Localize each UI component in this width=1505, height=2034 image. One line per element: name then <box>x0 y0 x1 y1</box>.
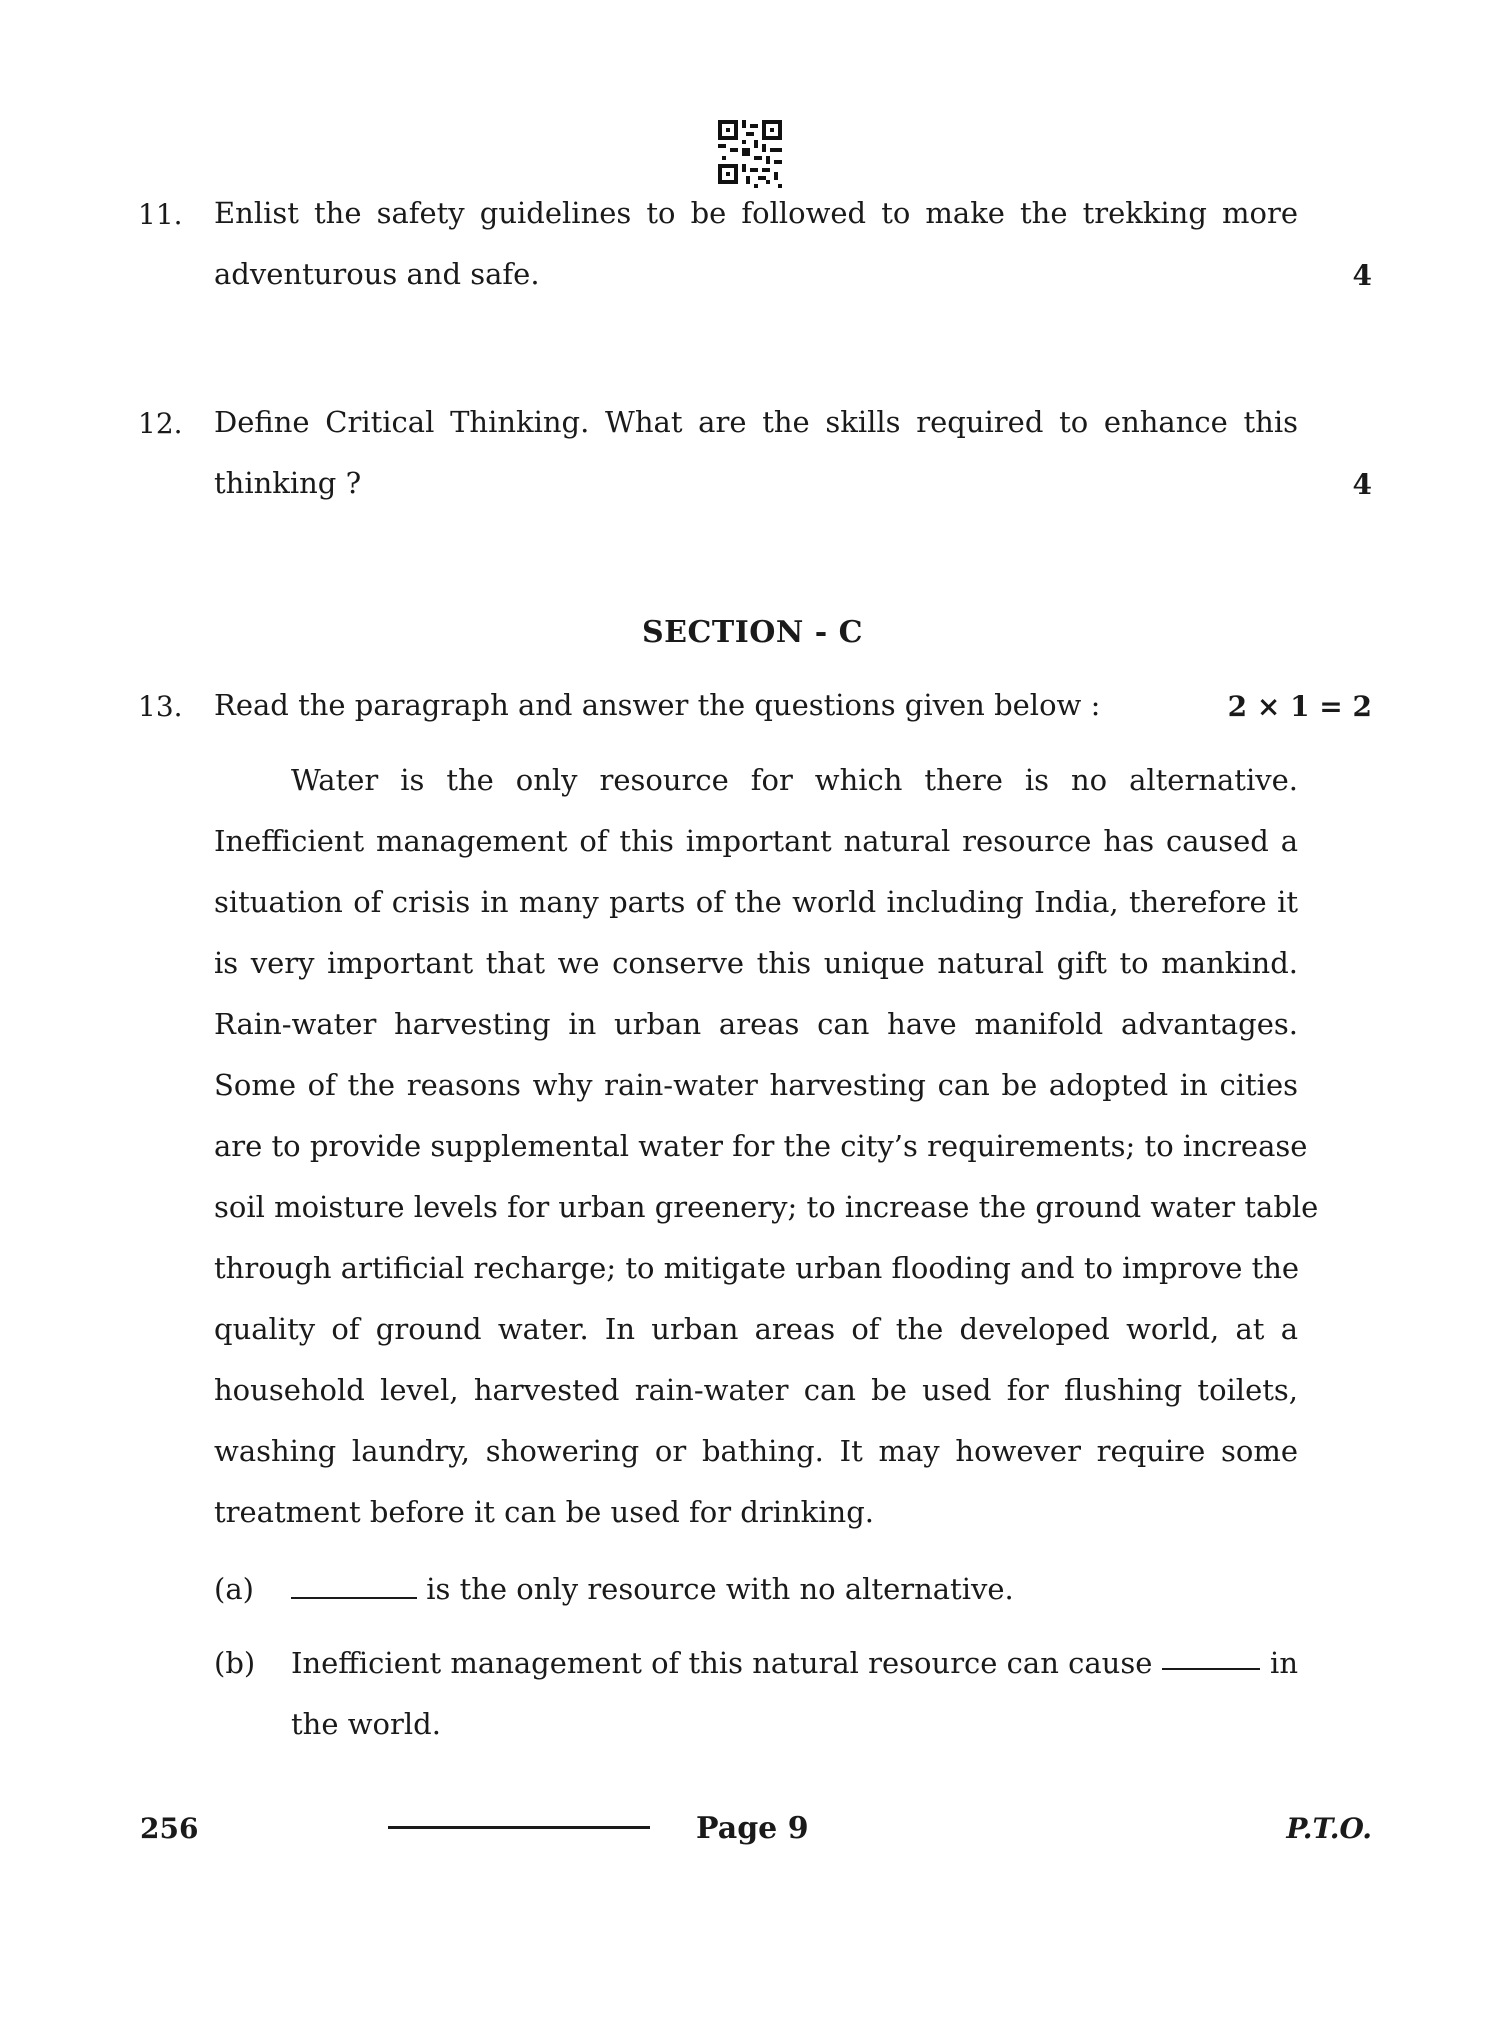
qr-code-icon <box>718 120 782 188</box>
passage-line: treatment before it can be used for drinking. <box>214 1495 874 1529</box>
passage-line: is very important that we conserve this unique natural gift to mankind. <box>214 946 1298 980</box>
question-12-line-1: Define Critical Thinking. What are the skills required to enhance this <box>214 405 1298 439</box>
subquestion-b <box>291 1646 1298 1680</box>
subquestion-b-line-2: the world. <box>291 1707 441 1741</box>
answer-blank[interactable] <box>291 1575 417 1599</box>
question-11-marks: 4 <box>1352 259 1372 292</box>
page-number: Page 9 <box>696 1811 809 1846</box>
question-13-number: 13. <box>138 690 183 723</box>
question-12-line-2: thinking ? <box>214 466 362 500</box>
passage-line: household level, harvested rain-water can be used for flushing toilets, <box>214 1373 1298 1407</box>
subquestion-a-label: (a) <box>214 1572 254 1606</box>
passage-line: through artificial recharge; to mitigate urban flooding and to improve the <box>214 1251 1300 1285</box>
question-13-marks: 2 × 1 = 2 <box>1227 690 1372 723</box>
pto-note: P.T.O. <box>1286 1812 1372 1845</box>
question-12-marks: 4 <box>1352 468 1372 501</box>
subquestion-b-text-before: Inefficient management of this natural resource can cause <box>291 1646 1153 1680</box>
passage-line: are to provide supplemental water for the city’s requirements; to increase <box>214 1129 1308 1163</box>
subquestion-b-text-after: in <box>1270 1646 1298 1680</box>
subquestion-a <box>291 1572 1014 1606</box>
question-13-prompt: Read the paragraph and answer the questions given below : <box>214 688 1101 722</box>
passage-line: Water is the only resource for which there is no alternative. <box>291 763 1298 797</box>
passage-line: Inefficient management of this important natural resource has caused a <box>214 824 1298 858</box>
passage-line: Rain-water harvesting in urban areas can have manifold advantages. <box>214 1007 1298 1041</box>
question-11-line-1: Enlist the safety guidelines to be followed to make the trekking more <box>214 196 1298 230</box>
passage-line: situation of crisis in many parts of the world including India, therefore it <box>214 885 1298 919</box>
subquestion-a-text: is the only resource with no alternative. <box>426 1572 1014 1606</box>
paper-code: 256 <box>140 1812 199 1845</box>
answer-blank[interactable] <box>1162 1646 1260 1670</box>
passage-line: Some of the reasons why rain-water harvesting can be adopted in cities <box>214 1068 1298 1102</box>
question-11-line-2: adventurous and safe. <box>214 257 540 291</box>
footer-divider <box>388 1826 650 1829</box>
passage-line: quality of ground water. In urban areas of the developed world, at a <box>214 1312 1298 1346</box>
question-12-number: 12. <box>138 407 183 440</box>
question-11-number: 11. <box>138 198 183 231</box>
passage-line: washing laundry, showering or bathing. It may however require some <box>214 1434 1298 1468</box>
section-title: SECTION - C <box>641 615 864 650</box>
passage-line: soil moisture levels for urban greenery; to increase the ground water table <box>214 1190 1319 1224</box>
subquestion-b-label: (b) <box>214 1646 256 1680</box>
